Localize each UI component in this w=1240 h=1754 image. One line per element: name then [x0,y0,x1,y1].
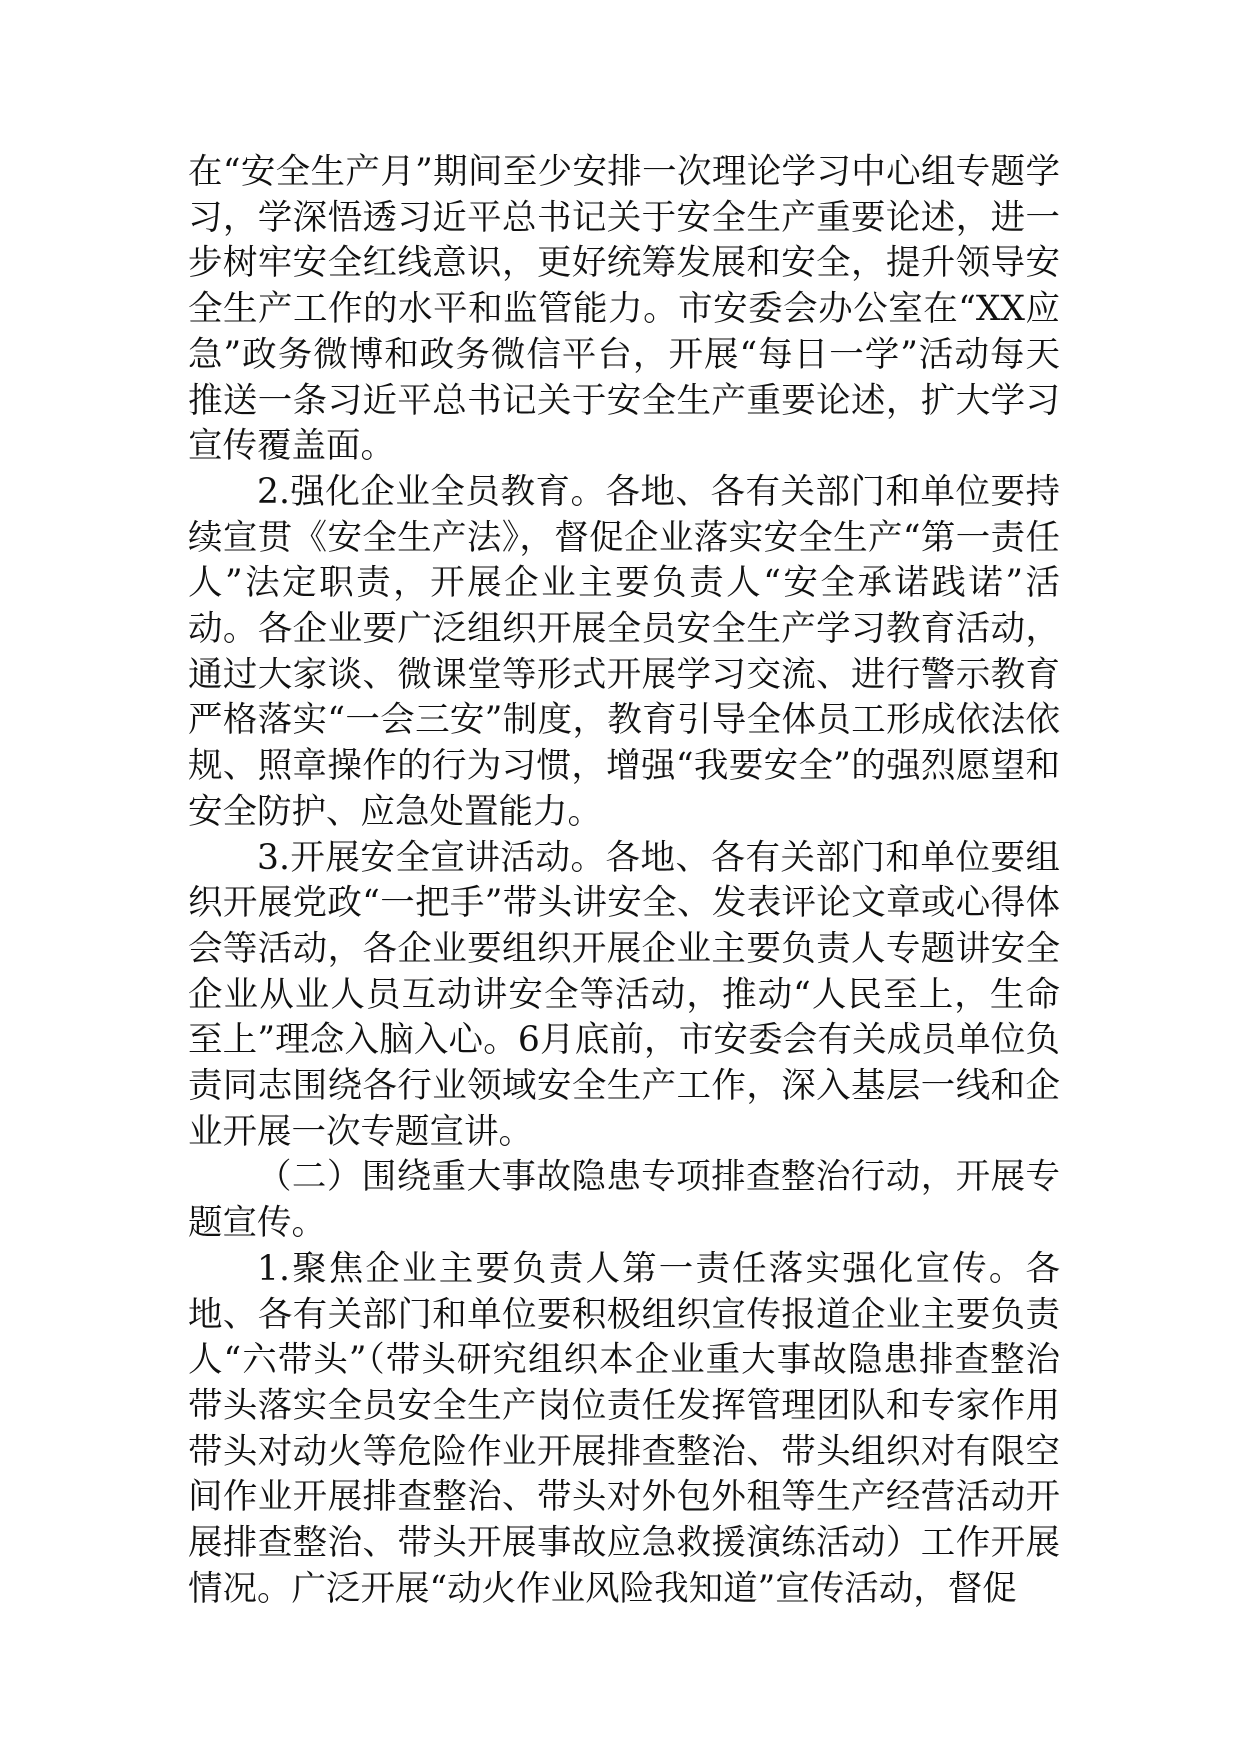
paragraph-item-2: 2.强化企业全员教育。各地、各有关部门和单位要持续宣贯《安全生产法》，督促企业落实安全生产“第一责任人”法定职责，开展企业主要负责人“安全承诺践诺”活动。各企业要广泛组织开展全员安全生产学习教育活动，通过大家谈、微课堂等形式开展学习交流、进行警示教育严格落实“一会三安”制度，教育引导全体员工形成依法依规、照章操作的行为习惯，增强“我要安全”的强烈愿望和安全防护、应急处置能力。 [188,471,1060,832]
paragraph-item-1: 1.聚焦企业主要负责人第一责任落实强化宣传。各地、各有关部门和单位要积极组织宣传报道企业主要负责人“六带头”（带头研究组织本企业重大事故隐患排查整治带头落实全员安全生产岗位责任发挥管理团队和专家作用带头对动火等危险作业开展排查整治、带头组织对有限空间作业开展排查整治、带头对外包外租等生产经营活动开展排查整治、带头开展事故应急救援演练活动）工作开展情况。广泛开展“动火作业风险我知道”宣传活动，督促 [188,1248,1060,1609]
section-heading-2: （二）围绕重大事故隐患专项排查整治行动，开展专题宣传。 [188,1157,1060,1244]
paragraph-item-3: 3.开展安全宣讲活动。各地、各有关部门和单位要组织开展党政“一把手”带头讲安全、发表评论文章或心得体会等活动，各企业要组织开展企业主要负责人专题讲安全企业从业人员互动讲安全等活动，推动“人民至上，生命至上”理念入脑入心。6月底前，市安委会有关成员单位负责同志围绕各行业领域安全生产工作，深入基层一线和企业开展一次专题宣讲。 [188,837,1060,1152]
document-page [188,150,1060,1613]
paragraph-continuation: 在“安全生产月”期间至少安排一次理论学习中心组专题学习，学深悟透习近平总书记关于安全生产重要论述，进一步树牢安全红线意识，更好统筹发展和安全，提升领导安全生产工作的水平和监管能力。市安委会办公室在“XX应急”政务微博和政务微信平台，开展“每日一学”活动每天推送一条习近平总书记关于安全生产重要论述，扩大学习宣传覆盖面。 [188,152,1060,467]
